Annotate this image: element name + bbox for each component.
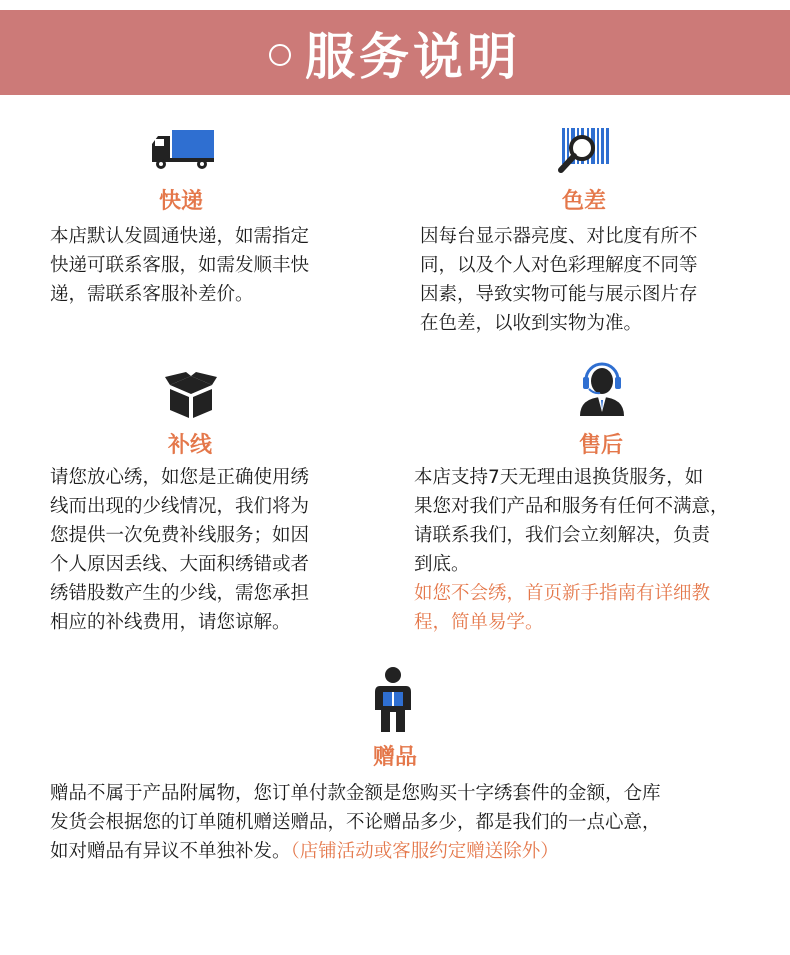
page-title: 服务说明 — [305, 27, 521, 86]
text-line: 因素，导致实物可能与展示图片存 — [420, 284, 698, 305]
highlight-line: 程，简单易学。 — [414, 612, 544, 633]
highlight-line: 如您不会绣，首页新手指南有详细教 — [414, 583, 711, 604]
circle-icon — [269, 44, 291, 66]
section-heading-color: 色差 — [561, 189, 606, 214]
gift-note: （店铺活动或客服约定赠送除外） — [290, 841, 559, 862]
header-banner — [0, 10, 790, 95]
text-line: 在色差，以收到实物为准。 — [420, 313, 643, 334]
text-line: 请您放心绣，如您是正确使用绣 — [50, 467, 310, 488]
text-line: 赠品不属于产品附属物，您订单付款金额是您购买十字绣套件的金额，仓库 — [50, 783, 661, 804]
box-icon — [165, 372, 217, 424]
text-line: 递，需联系客服补差价。 — [50, 284, 254, 305]
person-gift-icon — [374, 666, 412, 736]
barcode-magnifier-icon — [556, 126, 614, 180]
section-heading-aftersale: 售后 — [578, 433, 623, 458]
gift-last-line: 如对赠品有异议不单独补发。 — [50, 841, 291, 862]
text-line: 同，以及个人对色彩理解度不同等 — [420, 255, 698, 276]
section-heading-thread: 补线 — [167, 433, 212, 458]
text-line: 绣错股数产生的少线，需您承担 — [50, 583, 310, 604]
text-line: 果您对我们产品和服务有任何不满意， — [414, 496, 729, 517]
customer-service-icon — [578, 360, 626, 420]
text-line: 本店默认发圆通快递，如需指定 — [50, 226, 310, 247]
truck-icon — [150, 128, 216, 174]
gift-text — [50, 779, 750, 866]
text-line: 相应的补线费用，请您谅解。 — [50, 612, 291, 633]
text-line: 到底。 — [414, 554, 470, 575]
section-heading-gift: 赠品 — [372, 745, 417, 770]
aftersale-text — [414, 463, 759, 637]
section-heading-express: 快递 — [158, 189, 203, 214]
color-text — [420, 222, 750, 338]
text-line: 快递可联系客服，如需发顺丰快 — [50, 255, 310, 276]
express-text — [50, 222, 370, 309]
text-line: 请联系我们，我们会立刻解决，负责 — [414, 525, 711, 546]
text-line: 因每台显示器亮度、对比度有所不 — [420, 226, 698, 247]
thread-text — [50, 463, 370, 637]
text-line: 线而出现的少线情况，我们将为 — [50, 496, 310, 517]
text-line: 您提供一次免费补线服务；如因 — [50, 525, 310, 546]
text-line: 个人原因丢线、大面积绣错或者 — [50, 554, 310, 575]
text-line: 发货会根据您的订单随机赠送赠品，不论赠品多少，都是我们的一点心意， — [50, 812, 661, 833]
text-line: 本店支持7天无理由退换货服务，如 — [414, 467, 704, 488]
text-line — [50, 837, 750, 866]
